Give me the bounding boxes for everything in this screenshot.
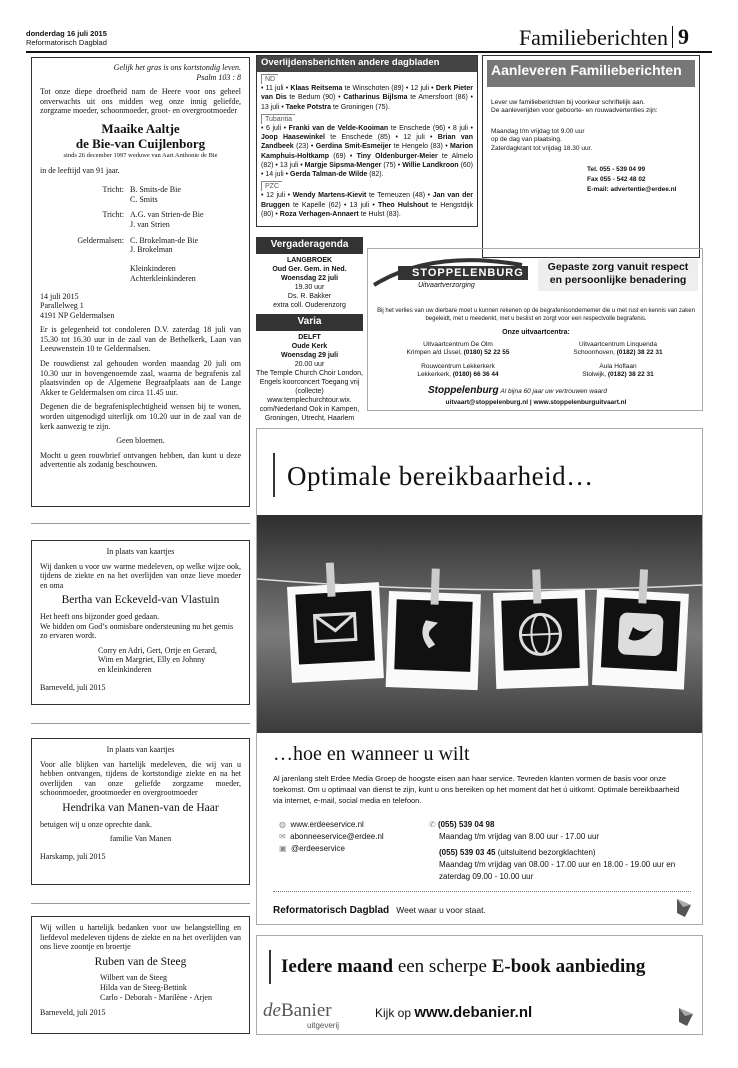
newspaper-tag: ND bbox=[261, 74, 278, 84]
obituary-list: • 11 juli • Klaas Reitsema te Winschoten (89) • 12 juli • Derk Pieter van Dis te Bedum (90) • Catharinus Bijlsma te Amersfoort (86) • 13 juli • Taeke Potstra te Groningen (75). bbox=[261, 85, 473, 111]
email-link[interactable]: E-mail: advertentie@erdee.nl bbox=[587, 186, 677, 194]
header-paper: Reformatorisch Dagblad bbox=[26, 38, 107, 47]
agenda-column bbox=[256, 237, 363, 433]
twitter-link[interactable]: ▣ @erdeeservice bbox=[279, 844, 345, 853]
header-divider bbox=[672, 26, 673, 48]
headline-bar bbox=[269, 950, 271, 984]
ad-subheadline: …hoe en wanneer u wilt bbox=[273, 743, 470, 765]
page-corner-icon bbox=[677, 1006, 695, 1028]
agenda-title: Vergaderagenda bbox=[256, 237, 363, 254]
erdee-service-ad bbox=[256, 428, 703, 925]
intro-text: Tot onze diepe droefheid nam de Heere voor ons geheel onverwachts uit ons midden weg onze innig geliefde, zorgzame moeder, schoonmoeder, groot- en overgrootmoeder bbox=[40, 87, 241, 116]
obituaries-title: Overlijdensberichten andere dagbladen bbox=[257, 56, 477, 72]
phone-icon: ✆ bbox=[429, 820, 436, 829]
intro-text: Voor alle blijken van hartelijk medeleven, die wij van u hebben ontvangen, tijdens de kortstondige ziekte en na het overlijden van onze geliefde zorgzame moeder, schoonmoeder, grootmoeder en overgrootmoeder bbox=[40, 759, 241, 798]
contact-links[interactable]: uitvaart@stoppelenburg.nl | www.stoppelenburguitvaart.nl bbox=[445, 399, 627, 406]
signature: Wilbert van de Steeg Hilda van de Steeg-Bettink Carlo - Deborah - Marilène - Arjen bbox=[100, 973, 212, 1002]
de-banier-ad bbox=[256, 935, 703, 1035]
obituary-list: • 12 juli • Wendy Martens-Kievit te Terneuzen (48) • Jan van der Bruggen te Kapelle (62) • 13 juli • Theo Hulshout te Hengstdijk (80) • Roza Verhagen-Annaert te Hulst (83). bbox=[261, 192, 473, 218]
divider bbox=[31, 723, 250, 724]
body-text: betuigen wij u onze oprechte dank. bbox=[40, 819, 152, 829]
thanks-notice-van-eckeveld bbox=[31, 540, 250, 705]
globe-icon: ◍ bbox=[279, 820, 286, 829]
ebook-headline: Iedere maand een scherpe E-book aanbieding bbox=[281, 956, 646, 977]
location-lekkerkerk: Rouwcentrum Lekkerkerk Lekkerkerk, (0180) 66 36 44 bbox=[417, 363, 499, 379]
page-number: 9 bbox=[678, 24, 689, 49]
service-text: De rouwdienst zal gehouden worden maandag 20 juli om 10.30 uur in bovengenoemde zaal, waarna de begrafenis zal plaatsvinden op de Algemene Begraafplaats aan de Lange Akker te Geldermalsen om circa 11.45 uur. bbox=[40, 359, 241, 397]
quote-ref: Psalm 103 : 8 bbox=[196, 72, 241, 82]
deceased-first-name: Maaike Aaltje bbox=[101, 120, 180, 136]
person-name: Hendrika van Manen-van de Haar bbox=[62, 801, 219, 814]
ad-headline: Optimale bereikbaarheid… bbox=[287, 461, 594, 491]
location-linquenda: Uitvaartcentrum Linquenda Schoonhoven, (0182) 38 22 31 bbox=[573, 341, 663, 357]
obituary-notice-de-bie bbox=[31, 57, 250, 507]
family-row: Geldermalsen: C. Brokelman-de Bie J. Brokelman Kleinkinderen Achterkleinkinderen bbox=[77, 235, 199, 283]
divider bbox=[273, 891, 691, 892]
location-de-olm: Uitvaartcentrum De Olm Krimpen a/d IJssel, (0180) 52 22 55 bbox=[406, 341, 510, 357]
newspaper-tag: PZC bbox=[261, 181, 282, 191]
no-flowers: Geen bloemen. bbox=[116, 436, 165, 446]
family-row: Tricht: A.G. van Strien-de Bie J. van Strien bbox=[102, 210, 204, 229]
newspaper-tag: Tubantia bbox=[261, 114, 295, 124]
obituary-list: • 6 juli • Franki van de Velde-Kooiman te Enschede (96) • 8 juli • Joop Haasewinkel te Enschede (85) • 12 juli • Brian van Zandbeek (23) • Gerdina Smit-Esmeijer te Hengelo (83) • Marion Kamphuis-Holtkamp (69) • Tiny Oldenburger-Meier te Almelo (82) • 13 juli • Margje Sipsma-Menger (75) • Willie Landkroon (60) • 14 juli • Gerda Talman-de Wilde (82). bbox=[261, 125, 474, 179]
condolence-text: Er is gelegenheid tot condoleren D.V. zaterdag 18 juli van 15.30 tot 16.30 uur in de zaal van de Bethelkerk, Laan van Leeuwenstein 10 te Geldermalsen. bbox=[40, 325, 241, 354]
deceased-last-name: de Bie-van Cuijlenborg bbox=[75, 135, 206, 151]
place-date: Barneveld, juli 2015 bbox=[40, 682, 106, 692]
twitter-icon: ▣ bbox=[279, 844, 287, 853]
stoppelenburg-logo: STOPPELENBURG Uitvaartverzorging bbox=[372, 255, 532, 295]
deadline-text: Maandag t/m vrijdag tot 9.00 uur op de dag van plaatsing. Zaterdagkrant tot vrijdag 18.30 uur. bbox=[491, 127, 593, 152]
agenda-entry: LANGBROEK Oud Ger. Gem. in Ned. Woensdag 22 juli 19.30 uur Ds. R. Bakker extra coll. Ouderenzorg bbox=[272, 257, 347, 309]
notice-heading: In plaats van kaartjes bbox=[106, 745, 175, 754]
ad-body: Al jarenlang stelt Erdee Media Groep de hoogste eisen aan haar service. Tevreden klanten vormen de basis voor onze toekomst. Om u optimaal van dienst te zijn, kunt u ons bereiken op het moment dat het ú uitkomt. Optimale bereikbaarheid via internet, e-mail, social media en telefoon. bbox=[273, 774, 680, 805]
ad-body: Bij het verlies van uw dierbare moet u kunnen rekenen op de begrafenisondernemer die u met rust en kennis van zaken begeleidt, met u meedenkt, met u beslist en zorgt voor een respectvolle begrafenis. bbox=[377, 308, 695, 322]
family-row: Tricht: B. Smits-de Bie C. Smits bbox=[102, 185, 181, 204]
divider bbox=[31, 903, 250, 904]
person-name: Ruben van de Steeg bbox=[94, 955, 187, 968]
varia-entry: DELFT Oude Kerk Woensdag 29 juli 20.00 uur The Temple Church Choir London, Engels koorconcert Toegang vrij (collecte) www.templechurchtour.wix. com/Nederland Ook in Kampen, Groningen, Utrecht, Haarlem bbox=[256, 334, 363, 422]
no-letter-text: Mocht u geen rouwbrief ontvangen hebben, dan kunt u deze advertentie als zodanig beschouwen. bbox=[40, 450, 241, 470]
other-papers-obituaries bbox=[256, 55, 478, 227]
online-contacts bbox=[279, 819, 384, 855]
widow-line: sinds 26 december 1997 weduwe van Aart Anthonie de Bie bbox=[63, 151, 218, 159]
location-hoflaan: Aula Hoflaan Stolwijk, (0182) 38 22 31 bbox=[582, 363, 654, 379]
banier-link[interactable]: www.debanier.nl bbox=[414, 1004, 533, 1021]
logo-subtitle: uitgeverij bbox=[307, 1021, 340, 1030]
slogan: Gepaste zorg vanuit respect en persoonlijke benadering bbox=[538, 259, 698, 291]
submission-intro: Lever uw familieberichten bij voorkeur schriftelijk aan. De aanleverijden voor geboorte- en rouwadvertenties zijn: bbox=[491, 99, 658, 115]
fax: Fax 055 - 542 48 02 bbox=[587, 176, 646, 184]
contact-block bbox=[483, 153, 699, 195]
website-link[interactable]: ◍ www.erdeeservice.nl bbox=[279, 820, 364, 829]
clothesline-illustration bbox=[257, 515, 702, 733]
page-corner-icon bbox=[675, 897, 693, 919]
signature: familie Van Manen bbox=[109, 834, 172, 844]
age-line: in de leeftijd van 91 jaar. bbox=[40, 165, 120, 175]
section-title: Familieberichten bbox=[518, 25, 668, 50]
de-banier-logo: deBanier bbox=[263, 1000, 332, 1021]
address: 14 juli 2015 Parallelweg 1 4191 NP Geldermalsen bbox=[40, 291, 115, 320]
divider bbox=[31, 523, 250, 524]
envelope-icon: ✉ bbox=[279, 832, 286, 841]
signature: Corry en Adri, Gert, Ortje en Gerard, Wim en Margriet, Elly en Johnny en kleinkinderen bbox=[98, 645, 217, 674]
header-date: donderdag 16 juli 2015 bbox=[26, 29, 107, 38]
notice-heading: In plaats van kaartjes bbox=[106, 547, 175, 556]
body-text: Het heeft ons bijzonder goed gedaan. We bidden om God’s onmisbare ondersteuning nu het gemis zo ervaren wordt. bbox=[40, 611, 234, 641]
email-link[interactable]: ✉ abonneeservice@erdee.nl bbox=[279, 832, 384, 841]
place-date: Barneveld, juli 2015 bbox=[40, 1008, 106, 1018]
intro-text: Wij willen u hartelijk bedanken voor uw belangstelling en liefdevol medeleven tijdens de ziekte en na het overlijden van ons lieve zoontje en broertje bbox=[40, 923, 241, 952]
submission-info-box bbox=[482, 55, 700, 258]
thanks-notice-van-de-steeg bbox=[31, 916, 250, 1034]
intro-text: Wij danken u voor uw warme medeleven, op welke wijze ook, tijdens de ziekte en na het overlijden van onze lieve moeder en oma bbox=[40, 561, 241, 590]
thanks-notice-van-manen bbox=[31, 738, 250, 885]
varia-title: Varia bbox=[256, 314, 363, 331]
burial-text: Degenen die de begrafenisplechtigheid wensen bij te wonen, worden uitgenodigd uiterlijk om 10.20 uur in de zaal van de kerk aanwezig te zijn. bbox=[40, 402, 241, 431]
paper-signature: Reformatorisch Dagblad Weet waar u voor staat. bbox=[273, 905, 486, 916]
person-name: Bertha van Eckeveld-van Vlastuin bbox=[61, 594, 220, 607]
photo-clothesline bbox=[257, 515, 702, 733]
stoppelenburg-ad bbox=[367, 248, 703, 411]
quote: Gelijk het gras is ons kortstondig leven. bbox=[113, 63, 241, 72]
header-rule bbox=[26, 51, 712, 53]
brand-tagline: Stoppelenburg Al bijna 60 jaar uw vertrouwen waard bbox=[428, 385, 607, 396]
url-line: Kijk op www.debanier.nl bbox=[375, 1004, 533, 1021]
phone: Tel. 055 - 539 04 99 bbox=[587, 166, 646, 174]
headline-bar bbox=[273, 453, 275, 497]
phone-contacts: ✆ (055) 539 04 98 Maandag t/m vrijdag van 8.00 uur - 17.00 uur (055) 539 03 45 (uitsluitend bezorgklachten) Maandag t/m vrijdag van 08.00 - 17.00 uur en 18.00 - 19.00 uur en zaterdag 09.00 - 10.00 uur bbox=[429, 820, 676, 881]
submission-title: Aanleveren Familieberichten bbox=[487, 60, 695, 87]
centra-label: Onze uitvaartcentra: bbox=[502, 329, 570, 336]
place-date: Harskamp, juli 2015 bbox=[40, 851, 106, 861]
